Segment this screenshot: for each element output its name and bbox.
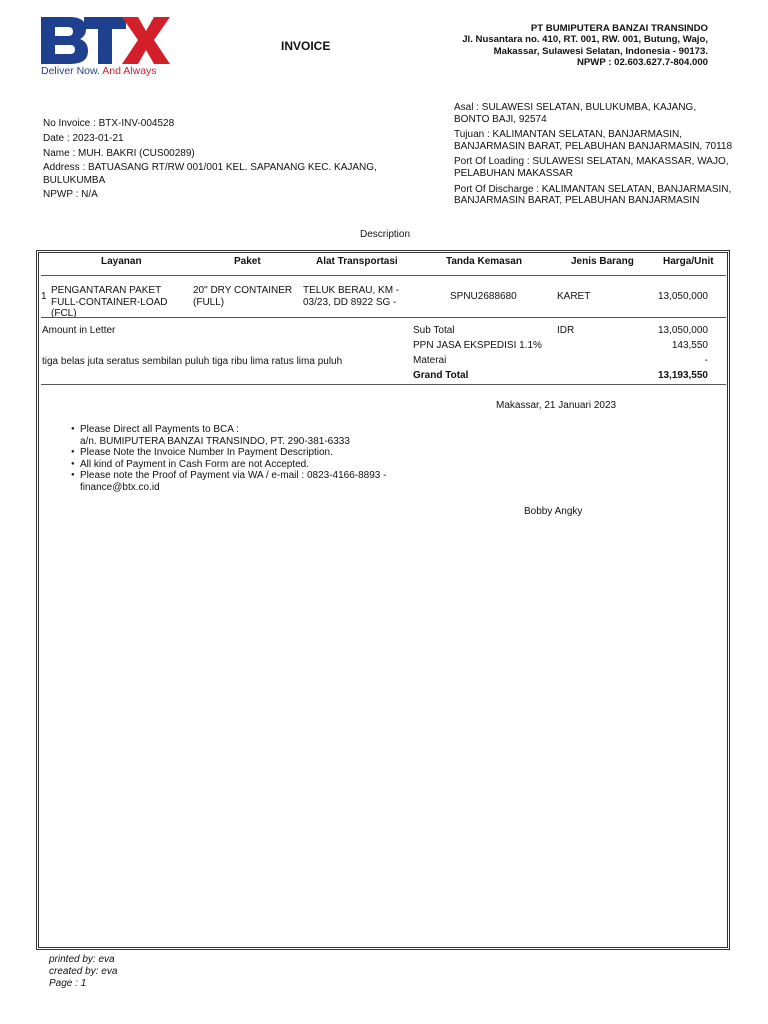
customer-address: Address : BATUASANG RT/RW 001/001 KEL. SAPANANG KEC. KAJANG, BULUKUMBA [43, 162, 377, 186]
materai-value: - [704, 355, 708, 366]
page-number: Page : 1 [49, 978, 87, 989]
port-of-discharge: Port Of Discharge : KALIMANTAN SELATAN, BANJARMASIN, BANJARMASIN BARAT, PELABUHAN BANJARMASIN [454, 183, 732, 207]
col-header-layanan: Layanan [101, 256, 142, 267]
cell-paket: 20" DRY CONTAINER (FULL) [193, 285, 293, 308]
customer-name: Name : MUH. BAKRI (CUS00289) [43, 147, 195, 159]
note-item: ● Please Direct all Payments to BCA : [72, 424, 402, 436]
company-name: PT BUMIPUTERA BANZAI TRANSINDO [530, 23, 708, 34]
cell-jenis: KARET [557, 291, 591, 302]
logo-tagline: Deliver Now. And Always [41, 65, 157, 77]
port-of-loading: Port Of Loading : SULAWESI SELATAN, MAKASSAR, WAJO, PELABUHAN MAKASSAR [454, 156, 729, 179]
logo-text: BTX [40, 14, 42, 15]
print-footer [49, 954, 117, 990]
currency-label: IDR [557, 325, 575, 336]
col-header-harga: Harga/Unit [663, 256, 714, 267]
customer-info [43, 118, 383, 204]
col-header-jenis: Jenis Barang [571, 256, 634, 267]
route-info [454, 102, 734, 211]
route-origin: Asal : SULAWESI SELATAN, BULUKUMBA, KAJANG, BONTO BAJI, 92574 [454, 102, 697, 125]
company-address-2: Makassar, Sulawesi Selatan, Indonesia - 90173. [493, 45, 708, 57]
col-header-alat: Alat Transportasi [316, 256, 398, 267]
amount-in-letter-label: Amount in Letter [42, 325, 116, 336]
ppn-value: 143,550 [671, 340, 708, 351]
cell-tanda: SPNU2688680 [450, 291, 517, 302]
route-destination: Tujuan : KALIMANTAN SELATAN, BANJARMASIN, BANJARMASIN BARAT, PELABUHAN BANJARMASIN, 70118 [454, 129, 733, 152]
summary-divider [41, 384, 726, 385]
company-info [462, 23, 708, 69]
cell-alat: TELUK BERAU, KM - 03/23, DD 8922 SG - [303, 285, 400, 308]
header-divider [41, 275, 726, 276]
grand-total-value: 13,193,550 [657, 370, 708, 381]
row-number: 1 [41, 291, 47, 302]
note-item: ● Please Note the Invoice Number In Payment Description. [72, 447, 402, 459]
materai-label: Materai [413, 355, 447, 366]
invoice-date: Date : 2023-01-21 [43, 132, 124, 144]
description-heading: Description [360, 229, 411, 240]
amount-in-letter: tiga belas juta seratus sembilan puluh tiga ribu lima ratus lima puluh [42, 356, 343, 367]
page-title: INVOICE [281, 39, 331, 53]
cell-harga: 13,050,000 [657, 291, 708, 302]
company-npwp: NPWP : 02.603.627.7-804.000 [576, 57, 708, 69]
customer-npwp: NPWP : N/A [43, 189, 98, 201]
company-address-1: Jl. Nusantara no. 410, RT. 001, RW. 001, Butung, Wajo, [462, 34, 708, 46]
row-divider [41, 317, 726, 318]
cell-layanan: PENGANTARAN PAKET FULL-CONTAINER-LOAD (FCL) [51, 285, 168, 320]
created-by: created by: eva [49, 966, 118, 977]
place-date: Makassar, 21 Januari 2023 [496, 400, 617, 411]
grand-total-label: Grand Total [413, 370, 469, 381]
col-header-paket: Paket [234, 256, 261, 267]
invoice-number: No Invoice : BTX-INV-004528 [43, 118, 175, 129]
subtotal-value: 13,050,000 [657, 325, 708, 336]
col-header-tanda: Tanda Kemasan [446, 256, 522, 267]
note-item-continuation: a/n. BUMIPUTERA BANZAI TRANSINDO, PT. 290-381-6333 [80, 435, 350, 447]
note-item: ● All kind of Payment in Cash Form are not Accepted. [72, 459, 402, 471]
subtotal-label: Sub Total [413, 325, 455, 336]
ppn-label: PPN JASA EKSPEDISI 1.1% [413, 340, 542, 351]
signer-name: Bobby Angky [524, 506, 583, 517]
payment-notes [72, 424, 402, 494]
note-item: ● Please note the Proof of Payment via WA / e-mail : 0823-4166-8893 - finance@btx.co.id [72, 470, 402, 493]
printed-by: printed by: eva [49, 954, 115, 965]
